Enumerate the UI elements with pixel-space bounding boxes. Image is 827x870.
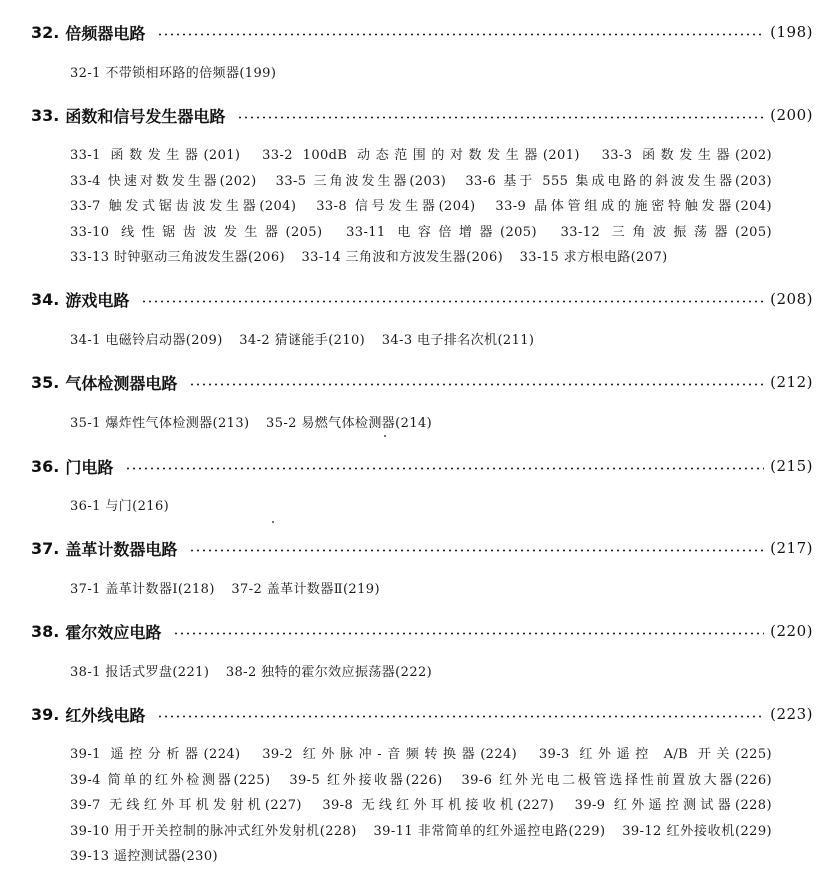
section-title: 门电路: [65, 457, 114, 477]
section-title: 气体检测器电路: [65, 373, 178, 393]
section-heading[interactable]: [31, 288, 813, 310]
scan-speck: [384, 435, 386, 437]
toc-entry[interactable]: 33-2 100dB 动态范围的对数发生器(201): [262, 148, 580, 163]
section-heading[interactable]: [31, 21, 813, 43]
toc-entry[interactable]: 33-1 函数发生器(201): [70, 148, 241, 163]
section-page: (217): [770, 539, 813, 557]
dot-leader: [141, 300, 764, 303]
toc-entry[interactable]: 39-10 用于开关控制的脉冲式红外发射机(228): [70, 823, 357, 839]
toc-entry[interactable]: 37-2 盖革计数器Ⅱ(219): [231, 582, 380, 597]
section-number: 32.: [31, 22, 60, 42]
toc-entry[interactable]: 38-1 报话式罗盘(221): [70, 665, 210, 680]
section-page: (208): [770, 290, 813, 308]
toc-entry[interactable]: 33-8 信号发生器(204): [316, 199, 476, 214]
section-number: 34.: [31, 289, 60, 309]
toc-entry[interactable]: 33-5 三角波发生器(203): [275, 173, 447, 189]
dot-leader: [189, 549, 764, 552]
toc-entry[interactable]: 33-11 电容倍增器(205): [346, 224, 537, 240]
section-title: 倍频器电路: [65, 23, 146, 43]
toc-entry[interactable]: 32-1 不带锁相环路的倍频器(199): [70, 66, 277, 81]
entry-list: [70, 61, 784, 87]
dot-leader: [157, 715, 764, 718]
toc-entry[interactable]: 39-2 红外脉冲-音频转换器(224): [262, 747, 518, 762]
section-number: 38.: [31, 621, 60, 641]
toc-entry[interactable]: 39-3 红外遥控 A/B 开关(225): [538, 747, 772, 762]
section-number: 37.: [31, 538, 60, 558]
section-heading[interactable]: [31, 703, 813, 725]
section-number: 35.: [31, 372, 60, 392]
entry-list: [70, 411, 784, 437]
entry-list: [70, 577, 784, 603]
section-number: 39.: [31, 704, 60, 724]
section-title: 游戏电路: [65, 290, 130, 310]
toc-entry[interactable]: 39-9 红外遥控测试器(228): [574, 798, 772, 813]
entry-list: [70, 660, 784, 686]
toc-entry[interactable]: 38-2 独特的霍尔效应振荡器(222): [225, 665, 433, 680]
section-page: (198): [770, 23, 813, 41]
entry-list: [70, 742, 784, 870]
section-number: 33.: [31, 105, 60, 125]
section-number: 36.: [31, 456, 60, 476]
section-heading[interactable]: [31, 537, 813, 559]
toc-entry[interactable]: 35-2 易燃气体检测器(214): [266, 416, 433, 431]
toc-entry[interactable]: 39-8 无线红外耳机接收机(227): [322, 798, 555, 813]
entry-list: [70, 328, 784, 354]
toc-entry[interactable]: 33-10 线性锯齿波发生器(205): [70, 224, 323, 240]
entry-list: [70, 143, 784, 271]
toc-entry[interactable]: 33-12 三角波振荡器(205): [560, 224, 772, 240]
entry-list: [70, 494, 784, 520]
section-page: (200): [770, 106, 813, 124]
toc-entry[interactable]: 33-6 基于 555 集成电路的斜波发生器(203): [465, 173, 772, 189]
dot-leader: [173, 632, 764, 635]
section-heading[interactable]: [31, 371, 813, 393]
section-page: (215): [770, 457, 813, 475]
toc-entry[interactable]: 39-5 红外接收器(226): [289, 772, 443, 788]
scan-speck: [272, 521, 274, 523]
toc-entry[interactable]: 39-7 无线红外耳机发射机(227): [70, 798, 302, 813]
section-title: 红外线电路: [65, 705, 146, 725]
toc-entry[interactable]: 33-9 晶体管组成的施密特触发器(204): [495, 199, 772, 214]
section-title: 函数和信号发生器电路: [65, 106, 226, 126]
toc-entry[interactable]: 34-1 电磁铃启动器(209): [70, 333, 223, 348]
toc-entry[interactable]: 39-4 简单的红外检测器(225): [70, 772, 271, 788]
toc-entry[interactable]: 39-11 非常简单的红外遥控电路(229): [373, 823, 606, 839]
section-heading[interactable]: [31, 104, 813, 126]
toc-entry[interactable]: 33-14 三角波和方波发生器(206): [301, 250, 504, 265]
dot-leader: [125, 467, 764, 470]
section-heading[interactable]: [31, 455, 813, 477]
toc-entry[interactable]: 34-3 电子排名次机(211): [381, 333, 535, 348]
section-page: (223): [770, 705, 813, 723]
toc-entry[interactable]: 35-1 爆炸性气体检测器(213): [70, 416, 250, 431]
toc-entry[interactable]: 36-1 与门(216): [70, 499, 170, 514]
toc-entry[interactable]: 33-3 函数发生器(202): [601, 148, 772, 163]
toc-entry[interactable]: 39-1 遥控分析器(224): [70, 747, 241, 762]
section-title: 霍尔效应电路: [65, 622, 162, 642]
toc-entry[interactable]: 33-13 时钟驱动三角波发生器(206): [70, 250, 285, 265]
toc-entry[interactable]: 33-15 求方根电路(207): [519, 250, 668, 265]
dot-leader: [157, 33, 764, 36]
dot-leader: [189, 383, 764, 386]
section-page: (212): [770, 373, 813, 391]
toc-entry[interactable]: 33-4 快速对数发生器(202): [70, 173, 257, 189]
section-heading[interactable]: [31, 620, 813, 642]
toc-entry[interactable]: 39-12 红外接收机(229): [622, 823, 772, 839]
toc-entry[interactable]: 39-13 遥控测试器(230): [70, 849, 218, 864]
toc-entry[interactable]: 37-1 盖革计数器Ⅰ(218): [70, 582, 215, 597]
toc-entry[interactable]: 33-7 触发式锯齿波发生器(204): [70, 199, 297, 214]
dot-leader: [237, 116, 764, 119]
section-title: 盖革计数器电路: [65, 539, 178, 559]
toc-entry[interactable]: 39-6 红外光电二极管选择性前置放大器(226): [461, 772, 773, 788]
toc-entry[interactable]: 34-2 猜谜能手(210): [239, 333, 366, 348]
section-page: (220): [770, 622, 813, 640]
